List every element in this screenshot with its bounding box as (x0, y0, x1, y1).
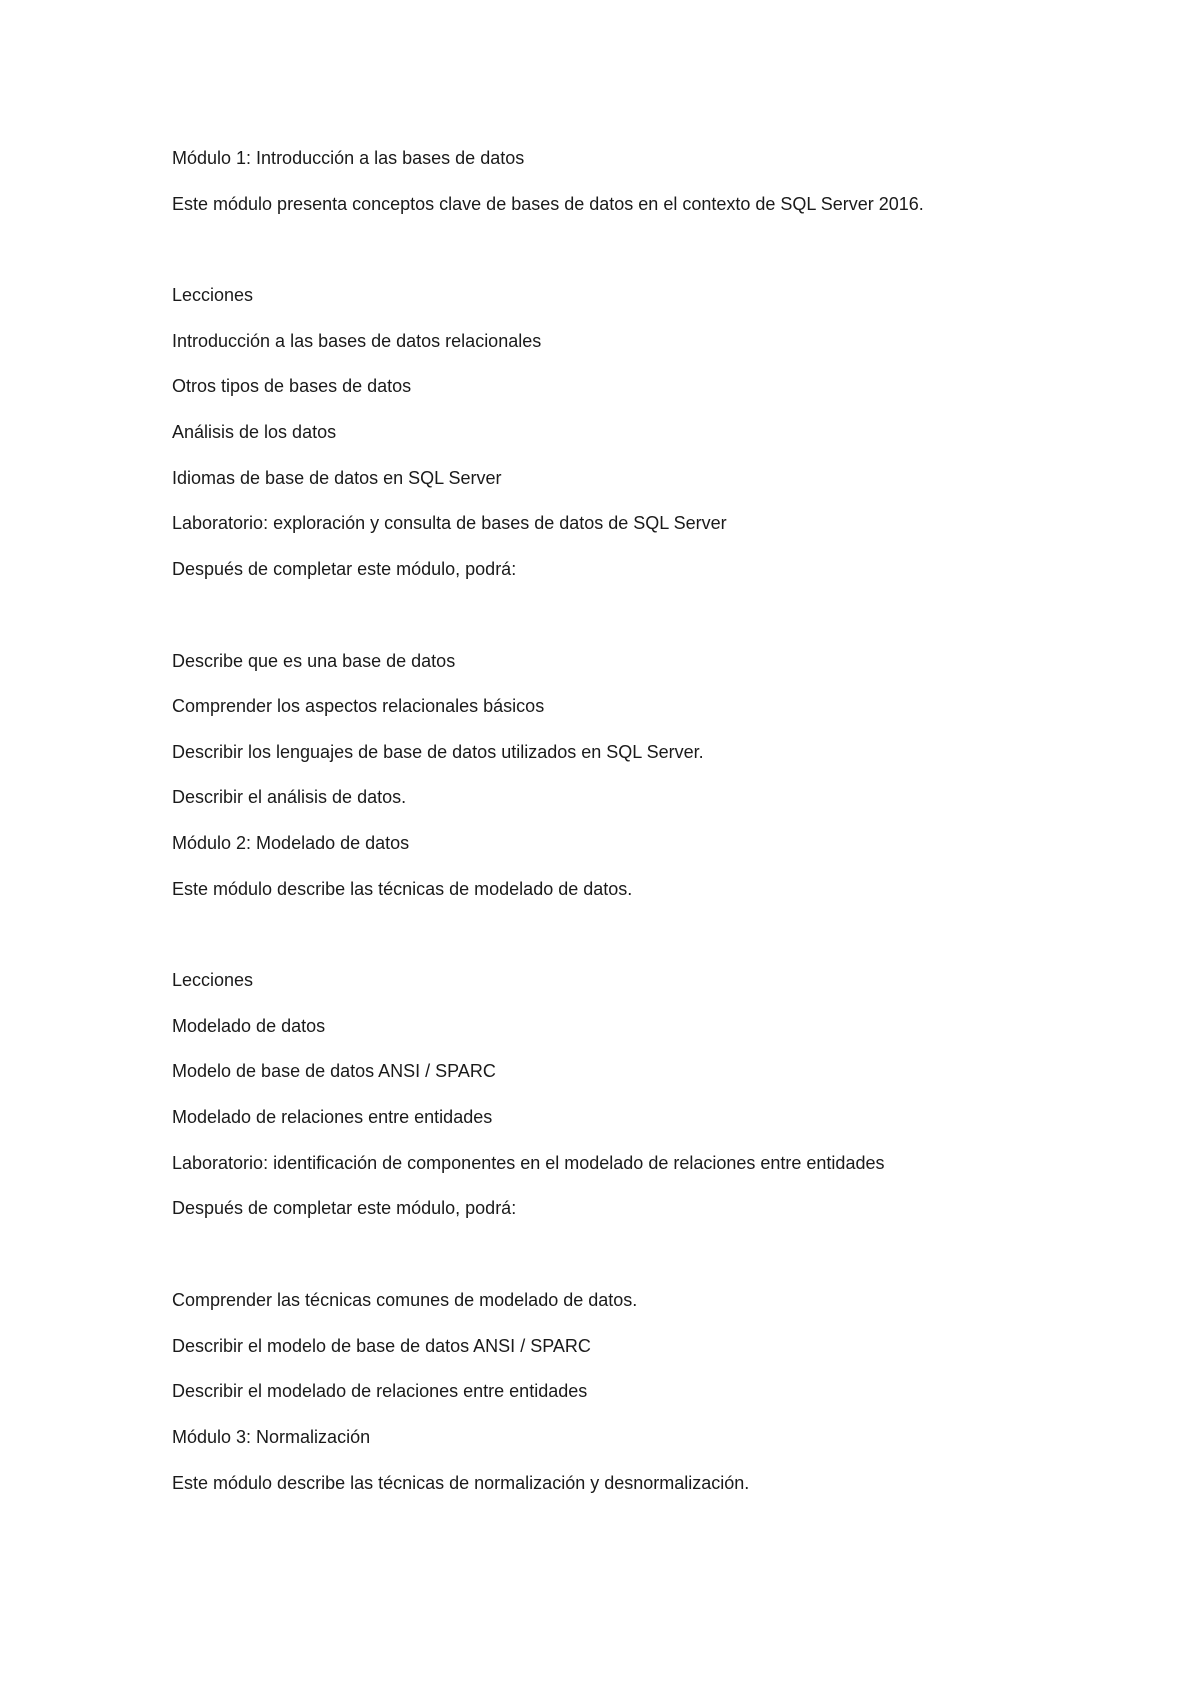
module-1-lesson-item: Análisis de los datos (172, 422, 337, 442)
module-1-lesson-item: Idiomas de base de datos en SQL Server (172, 468, 502, 488)
module-1-title: Módulo 1: Introducción a las bases de datos (172, 148, 525, 168)
module-2-lab-item: Laboratorio: identificación de componentes en el modelado de relaciones entre entidades (172, 1153, 885, 1173)
module-2-outcome-item: Comprender las técnicas comunes de modelado de datos. (172, 1290, 638, 1310)
module-1-outcome-item: Comprender los aspectos relacionales básicos (172, 696, 545, 716)
module-1-outcome-item: Describir el análisis de datos. (172, 787, 407, 807)
module-1-description: Este módulo presenta conceptos clave de bases de datos en el contexto de SQL Server 2016. (172, 194, 924, 214)
module-1-outcome-item: Describe que es una base de datos (172, 651, 456, 671)
module-1-lesson-item: Introducción a las bases de datos relacionales (172, 331, 542, 351)
module-2-outcome-item: Describir el modelo de base de datos ANSI / SPARC (172, 1336, 591, 1356)
module-2-lesson-item: Modelado de datos (172, 1016, 326, 1036)
module-2-lesson-item: Modelo de base de datos ANSI / SPARC (172, 1061, 496, 1081)
module-2-outcome-item: Describir el modelado de relaciones entre entidades (172, 1381, 588, 1401)
module-2-description: Este módulo describe las técnicas de modelado de datos. (172, 879, 633, 899)
module-2-lesson-item: Modelado de relaciones entre entidades (172, 1107, 493, 1127)
module-2-lessons-heading: Lecciones (172, 970, 254, 990)
module-2-title: Módulo 2: Modelado de datos (172, 833, 410, 853)
module-1-outcomes-heading: Después de completar este módulo, podrá: (172, 559, 517, 579)
module-1-lab-item: Laboratorio: exploración y consulta de bases de datos de SQL Server (172, 513, 727, 533)
module-1-lesson-item: Otros tipos de bases de datos (172, 376, 412, 396)
module-3-description: Este módulo describe las técnicas de normalización y desnormalización. (172, 1473, 750, 1493)
module-3-title: Módulo 3: Normalización (172, 1427, 371, 1447)
module-1-lessons-heading: Lecciones (172, 285, 254, 305)
module-1-outcome-item: Describir los lenguajes de base de datos utilizados en SQL Server. (172, 742, 704, 762)
module-2-outcomes-heading: Después de completar este módulo, podrá: (172, 1198, 517, 1218)
